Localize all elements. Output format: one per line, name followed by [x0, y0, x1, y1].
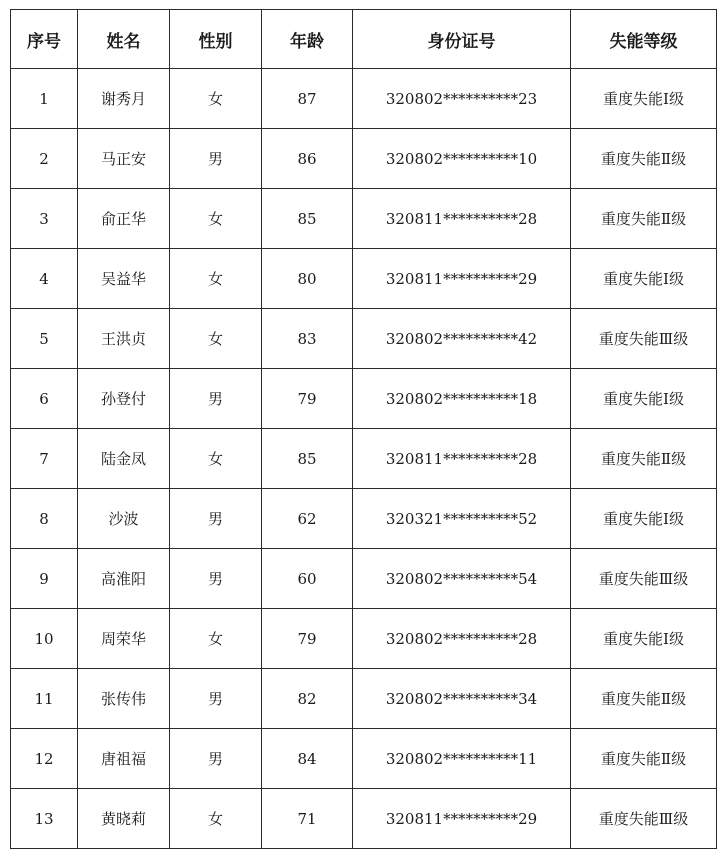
cell-seq: 9	[11, 549, 78, 609]
cell-age: 79	[262, 369, 353, 429]
header-id-number: 身份证号	[353, 10, 571, 69]
table-row	[11, 249, 717, 309]
cell-disability-level: 重度失能Ⅰ级	[571, 69, 717, 129]
cell-name: 沙波	[78, 489, 170, 549]
cell-id-number: 320802**********23	[353, 69, 571, 129]
cell-age: 80	[262, 249, 353, 309]
cell-gender: 男	[170, 669, 262, 729]
table-row	[11, 69, 717, 129]
cell-seq: 1	[11, 69, 78, 129]
cell-disability-level: 重度失能Ⅰ级	[571, 369, 717, 429]
header-name: 姓名	[78, 10, 170, 69]
cell-disability-level: 重度失能Ⅱ级	[571, 669, 717, 729]
cell-name: 王洪贞	[78, 309, 170, 369]
cell-disability-level: 重度失能Ⅱ级	[571, 729, 717, 789]
table-row	[11, 609, 717, 669]
table-row	[11, 789, 717, 849]
disability-roster-table	[10, 9, 717, 849]
cell-gender: 女	[170, 429, 262, 489]
cell-name: 唐祖福	[78, 729, 170, 789]
cell-seq: 6	[11, 369, 78, 429]
cell-gender: 女	[170, 249, 262, 309]
cell-id-number: 320802**********18	[353, 369, 571, 429]
cell-name: 谢秀月	[78, 69, 170, 129]
cell-age: 87	[262, 69, 353, 129]
header-seq: 序号	[11, 10, 78, 69]
cell-name: 孙登付	[78, 369, 170, 429]
cell-seq: 3	[11, 189, 78, 249]
cell-name: 马正安	[78, 129, 170, 189]
cell-age: 82	[262, 669, 353, 729]
cell-id-number: 320811**********28	[353, 189, 571, 249]
cell-gender: 男	[170, 549, 262, 609]
cell-id-number: 320811**********29	[353, 789, 571, 849]
cell-seq: 7	[11, 429, 78, 489]
table-row	[11, 369, 717, 429]
cell-id-number: 320802**********42	[353, 309, 571, 369]
cell-disability-level: 重度失能Ⅰ级	[571, 249, 717, 309]
cell-age: 60	[262, 549, 353, 609]
cell-name: 黄晓莉	[78, 789, 170, 849]
cell-gender: 女	[170, 189, 262, 249]
cell-age: 84	[262, 729, 353, 789]
cell-gender: 男	[170, 729, 262, 789]
cell-seq: 12	[11, 729, 78, 789]
cell-gender: 女	[170, 309, 262, 369]
cell-age: 62	[262, 489, 353, 549]
cell-disability-level: 重度失能Ⅱ级	[571, 429, 717, 489]
cell-name: 张传伟	[78, 669, 170, 729]
cell-id-number: 320811**********29	[353, 249, 571, 309]
cell-disability-level: 重度失能Ⅲ级	[571, 309, 717, 369]
table-body	[11, 69, 717, 849]
cell-seq: 13	[11, 789, 78, 849]
table-row	[11, 129, 717, 189]
cell-age: 86	[262, 129, 353, 189]
table-row	[11, 729, 717, 789]
cell-disability-level: 重度失能Ⅰ级	[571, 609, 717, 669]
cell-id-number: 320321**********52	[353, 489, 571, 549]
header-disability-level: 失能等级	[571, 10, 717, 69]
cell-seq: 5	[11, 309, 78, 369]
cell-disability-level: 重度失能Ⅲ级	[571, 789, 717, 849]
table-row	[11, 549, 717, 609]
cell-name: 陆金凤	[78, 429, 170, 489]
cell-disability-level: 重度失能Ⅱ级	[571, 129, 717, 189]
cell-gender: 男	[170, 129, 262, 189]
cell-disability-level: 重度失能Ⅱ级	[571, 189, 717, 249]
cell-id-number: 320802**********54	[353, 549, 571, 609]
table-row	[11, 429, 717, 489]
cell-id-number: 320802**********28	[353, 609, 571, 669]
cell-age: 71	[262, 789, 353, 849]
cell-name: 吴益华	[78, 249, 170, 309]
table-header	[11, 10, 717, 69]
cell-disability-level: 重度失能Ⅲ级	[571, 549, 717, 609]
cell-seq: 2	[11, 129, 78, 189]
cell-name: 高淮阳	[78, 549, 170, 609]
cell-age: 83	[262, 309, 353, 369]
cell-gender: 女	[170, 69, 262, 129]
cell-name: 俞正华	[78, 189, 170, 249]
header-gender: 性别	[170, 10, 262, 69]
cell-id-number: 320811**********28	[353, 429, 571, 489]
cell-id-number: 320802**********11	[353, 729, 571, 789]
cell-seq: 11	[11, 669, 78, 729]
cell-id-number: 320802**********10	[353, 129, 571, 189]
table-row	[11, 309, 717, 369]
cell-age: 85	[262, 189, 353, 249]
cell-seq: 4	[11, 249, 78, 309]
cell-age: 85	[262, 429, 353, 489]
cell-gender: 女	[170, 609, 262, 669]
cell-gender: 男	[170, 369, 262, 429]
table-row	[11, 189, 717, 249]
cell-name: 周荣华	[78, 609, 170, 669]
cell-gender: 男	[170, 489, 262, 549]
cell-age: 79	[262, 609, 353, 669]
cell-id-number: 320802**********34	[353, 669, 571, 729]
header-age: 年龄	[262, 10, 353, 69]
header-row	[11, 10, 717, 69]
cell-disability-level: 重度失能Ⅰ级	[571, 489, 717, 549]
table-row	[11, 669, 717, 729]
cell-gender: 女	[170, 789, 262, 849]
cell-seq: 8	[11, 489, 78, 549]
table-row	[11, 489, 717, 549]
cell-seq: 10	[11, 609, 78, 669]
